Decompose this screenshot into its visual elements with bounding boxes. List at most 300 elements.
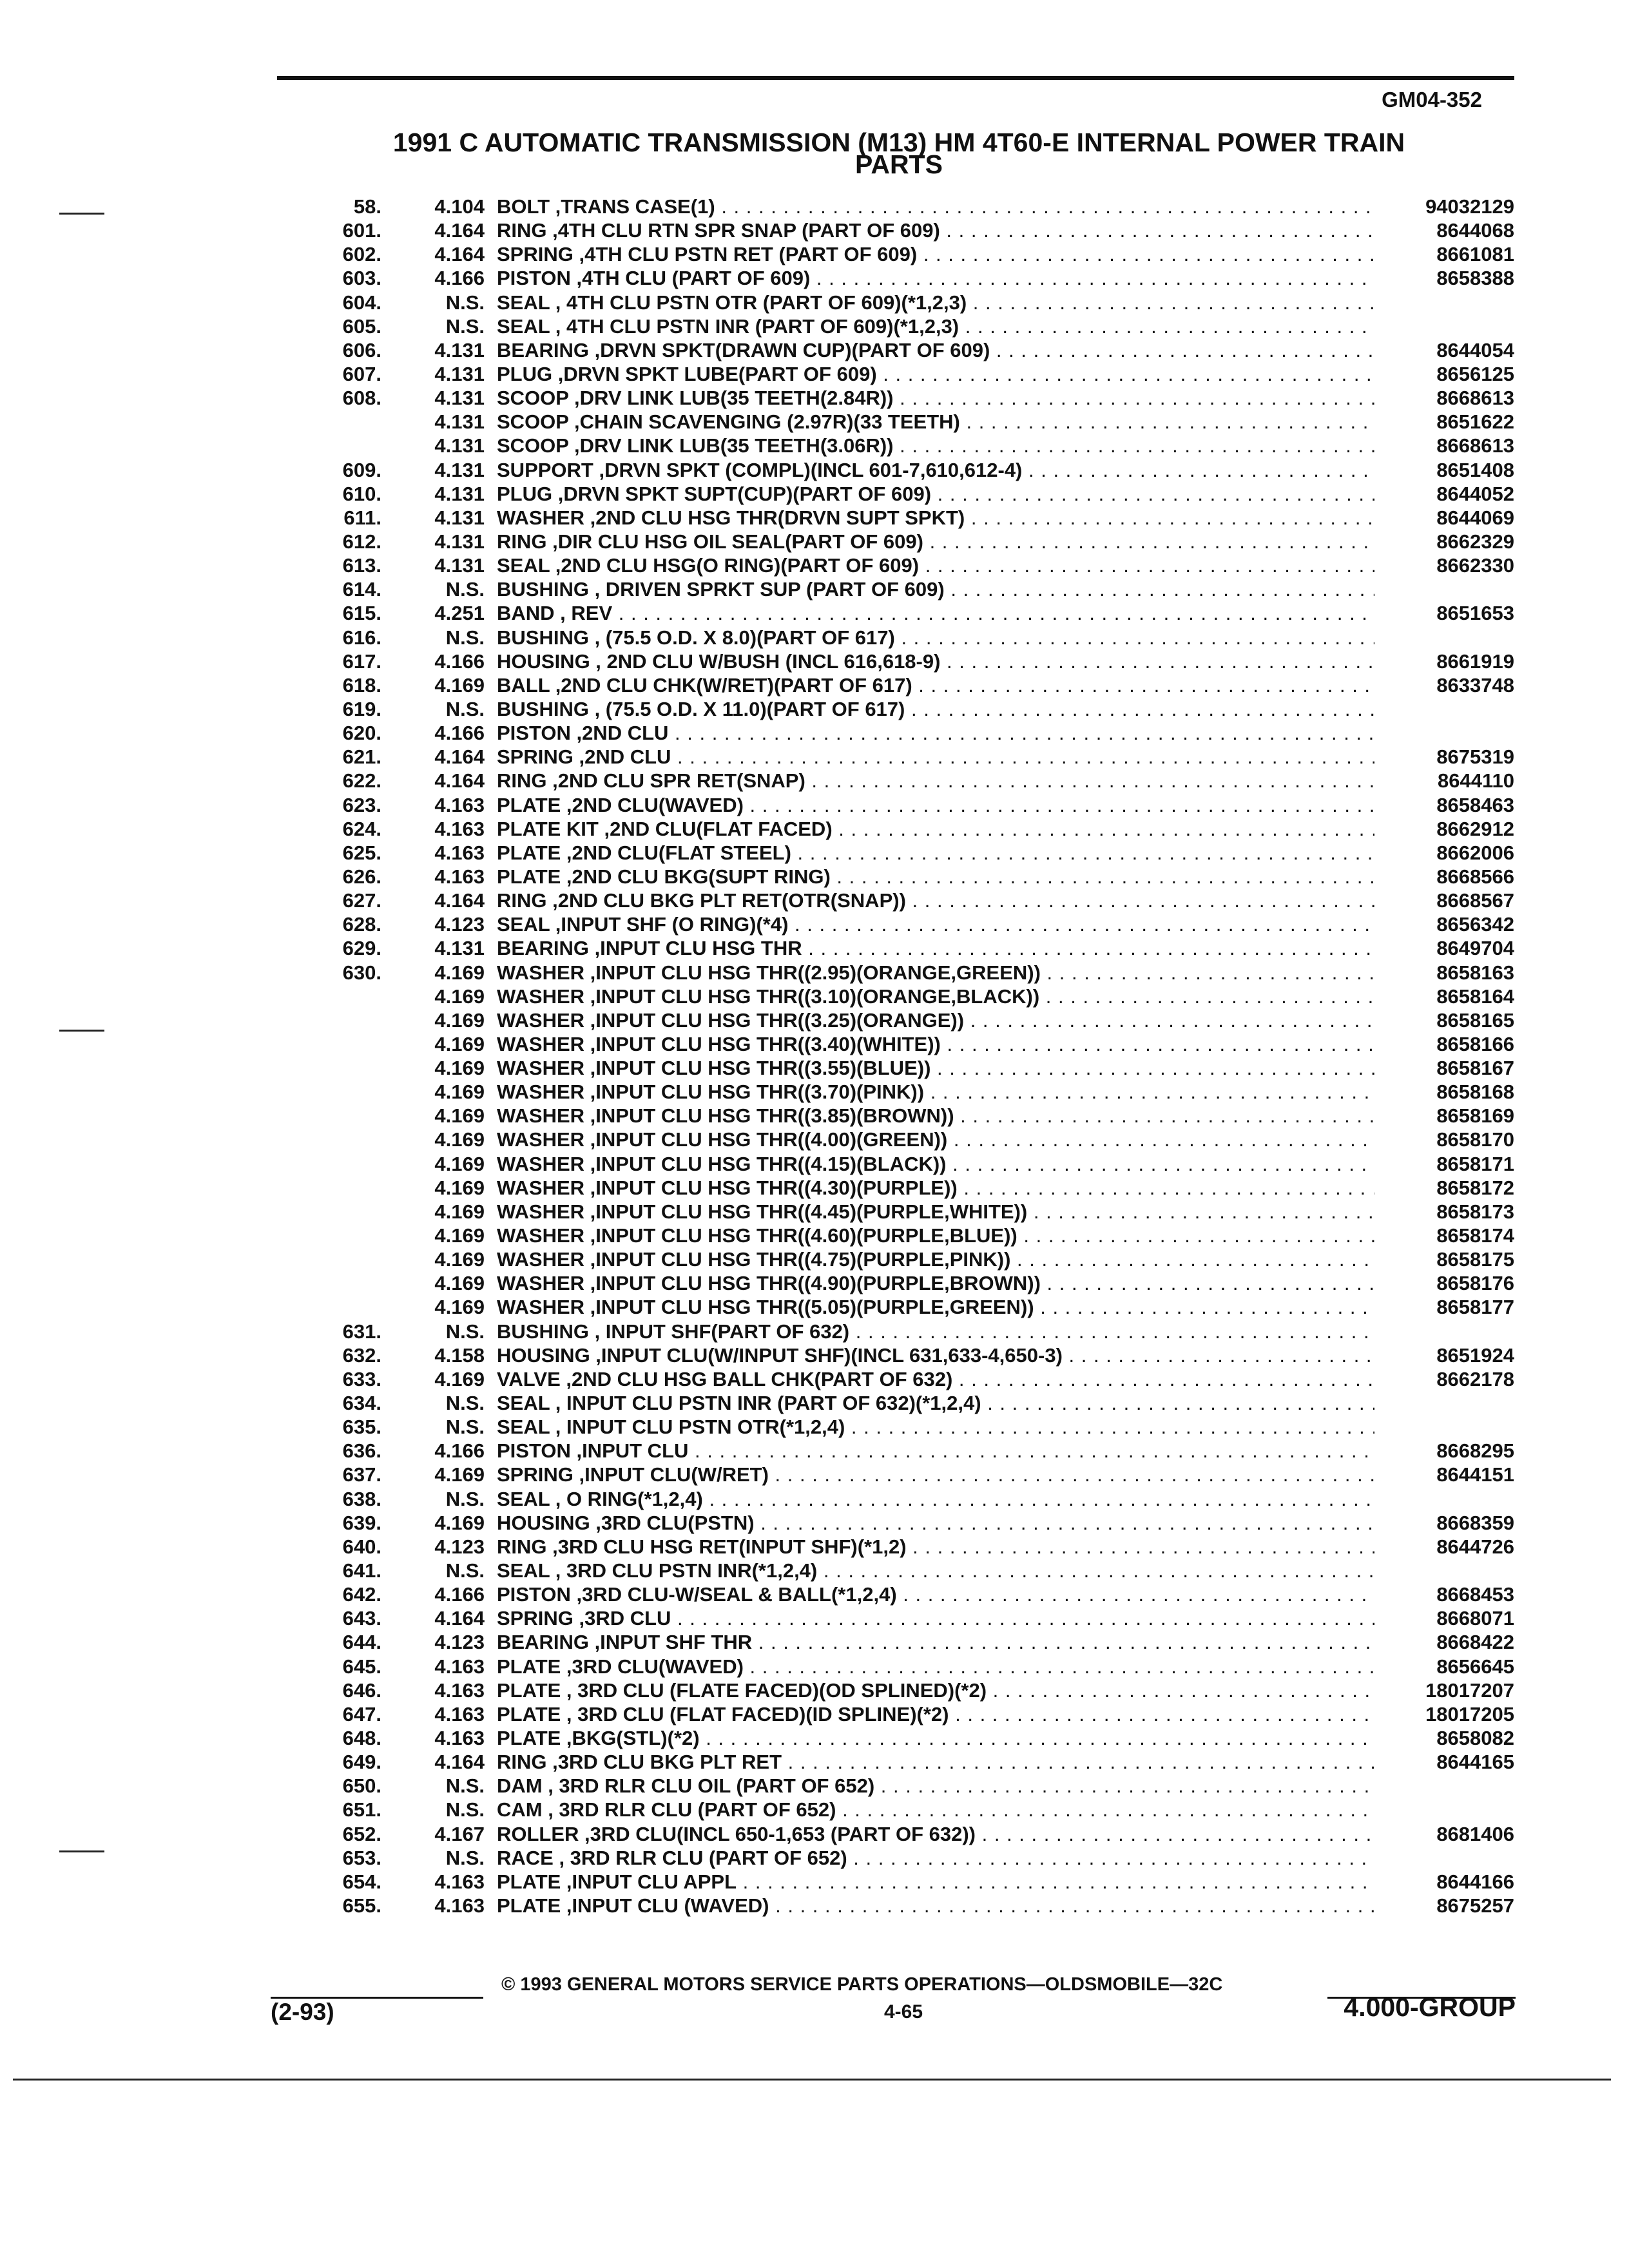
group-number: 4.131: [434, 434, 485, 457]
ref-number: 625.: [342, 841, 381, 864]
part-row: [0, 506, 1629, 530]
group-number: 4.131: [434, 338, 485, 361]
part-description: PLATE ,2ND CLU(FLAT STEEL) . . .: [497, 841, 1374, 865]
part-row: [0, 841, 1629, 865]
ref-number: 627.: [342, 889, 381, 912]
group-number: 4.104: [434, 195, 485, 218]
ref-number: 58.: [353, 195, 381, 218]
group-number: 4.163: [434, 793, 485, 816]
group-number: 4.169: [434, 673, 485, 697]
group-number: 4.131: [434, 387, 485, 410]
group-number: 4.166: [434, 722, 485, 745]
group-number: 4.123: [434, 913, 485, 936]
part-row: [0, 1630, 1629, 1654]
title-line-2: PARTS: [855, 149, 943, 179]
part-description: SPRING ,INPUT CLU(W/RET) . . .: [497, 1463, 1374, 1486]
part-description: VALVE ,2ND CLU HSG BALL CHK(PART OF 632) . . .: [497, 1367, 1374, 1391]
part-description: SEAL , 4TH CLU PSTN INR (PART OF 609)(*1,2,3) . . .: [497, 314, 1374, 338]
ref-number: 611.: [343, 506, 381, 529]
part-row: [0, 1535, 1629, 1559]
part-row: [0, 530, 1629, 553]
part-row: [0, 362, 1629, 386]
ref-number: 604.: [342, 291, 381, 314]
part-description: SEAL , 4TH CLU PSTN OTR (PART OF 609)(*1,2,3) . . .: [497, 291, 1374, 314]
part-number: 8656125: [1436, 362, 1514, 385]
part-description: WASHER ,INPUT CLU HSG THR((3.40)(WHITE)) . . .: [497, 1032, 1374, 1056]
part-row: [0, 1415, 1629, 1439]
page-title: [322, 128, 1476, 179]
part-number: 8662912: [1436, 817, 1514, 840]
part-row: [0, 338, 1629, 362]
ref-number: 630.: [342, 961, 381, 984]
part-description: SEAL , INPUT CLU PSTN OTR(*1,2,4) . . .: [497, 1415, 1374, 1439]
part-row: [0, 553, 1629, 577]
group-number: N.S.: [445, 626, 485, 649]
part-number: 8658463: [1436, 793, 1514, 816]
part-row: [0, 745, 1629, 769]
part-description: WASHER ,INPUT CLU HSG THR((2.95)(ORANGE,GREEN)) . . .: [497, 961, 1374, 985]
part-description: WASHER ,INPUT CLU HSG THR((4.15)(BLACK)) . . .: [497, 1152, 1374, 1176]
group-number: 4.169: [434, 1176, 485, 1199]
group-number: 4.169: [434, 1152, 485, 1175]
group-number: 4.169: [434, 1367, 485, 1390]
group-number: 4.131: [434, 530, 485, 553]
part-row: [0, 1032, 1629, 1056]
part-number: 8658169: [1436, 1104, 1514, 1128]
part-row: [0, 1391, 1629, 1415]
part-row: [0, 266, 1629, 290]
part-row: [0, 1128, 1629, 1151]
group-number: 4.169: [434, 1081, 485, 1104]
ref-number: 642.: [342, 1583, 381, 1606]
ref-number: 654.: [342, 1870, 381, 1893]
part-description: RING ,4TH CLU RTN SPR SNAP (PART OF 609) . . .: [497, 218, 1374, 242]
part-number: 8681406: [1436, 1822, 1514, 1845]
part-row: [0, 1487, 1629, 1511]
part-number: 8658174: [1436, 1224, 1514, 1247]
ref-number: 643.: [342, 1607, 381, 1630]
part-description: ROLLER ,3RD CLU(INCL 650-1,653 (PART OF 632)) . . .: [497, 1822, 1374, 1846]
part-number: 8661919: [1436, 649, 1514, 673]
ref-number: 609.: [342, 458, 381, 481]
ref-number: 610.: [342, 482, 381, 505]
group-number: 4.169: [434, 1463, 485, 1486]
part-number: 8658165: [1436, 1008, 1514, 1032]
ref-number: 616.: [342, 626, 381, 649]
group-number: 4.163: [434, 1702, 485, 1725]
ref-number: 640.: [342, 1535, 381, 1558]
part-row: [0, 218, 1629, 242]
part-row: [0, 242, 1629, 266]
part-description: PLATE ,2ND CLU(WAVED) . . .: [497, 793, 1374, 817]
group-number: N.S.: [445, 697, 485, 720]
group-number: N.S.: [445, 1487, 485, 1510]
part-number: 8644068: [1436, 219, 1514, 242]
part-description: BUSHING , (75.5 O.D. X 8.0)(PART OF 617) . . .: [497, 626, 1374, 649]
part-description: PISTON ,2ND CLU . . .: [497, 721, 1374, 745]
part-number: 8662330: [1436, 554, 1514, 577]
group-number: 4.163: [434, 1727, 485, 1749]
part-row: [0, 1846, 1629, 1870]
part-number: 8633748: [1436, 673, 1514, 697]
group-number: 4.163: [434, 817, 485, 840]
group-number: 4.131: [434, 506, 485, 529]
part-row: [0, 1750, 1629, 1774]
group-number: 4.166: [434, 649, 485, 673]
part-row: [0, 1582, 1629, 1606]
ref-number: 629.: [342, 937, 381, 960]
part-row: [0, 1726, 1629, 1750]
part-description: WASHER ,INPUT CLU HSG THR((4.45)(PURPLE,WHITE)) . . .: [497, 1200, 1374, 1224]
part-description: WASHER ,INPUT CLU HSG THR((3.10)(ORANGE,BLACK)) . . .: [497, 985, 1374, 1008]
part-row: [0, 817, 1629, 841]
ref-number: 631.: [342, 1320, 381, 1343]
part-row: [0, 1774, 1629, 1798]
part-number: 8658167: [1436, 1057, 1514, 1080]
part-number: 8658163: [1436, 961, 1514, 984]
part-description: WASHER ,INPUT CLU HSG THR((5.05)(PURPLE,GREEN)) . . .: [497, 1295, 1374, 1319]
part-description: WASHER ,INPUT CLU HSG THR((3.85)(BROWN)) . . .: [497, 1104, 1374, 1128]
part-row: [0, 1606, 1629, 1630]
title-line-1: 1991 C AUTOMATIC TRANSMISSION (M13) HM 4T60-E INTERNAL POWER TRAIN: [392, 128, 1405, 157]
group-number: 4.169: [434, 1296, 485, 1319]
group-number: 4.163: [434, 865, 485, 888]
part-row: [0, 291, 1629, 314]
part-row: [0, 673, 1629, 697]
group-number: N.S.: [445, 1416, 485, 1439]
ref-number: 633.: [342, 1367, 381, 1390]
part-description: SCOOP ,CHAIN SCAVENGING (2.97R)(33 TEETH) . . .: [497, 410, 1374, 434]
part-number: 18017205: [1425, 1702, 1514, 1725]
ref-number: 618.: [342, 673, 381, 697]
part-number: 8651924: [1436, 1343, 1514, 1367]
ref-number: 613.: [342, 554, 381, 577]
group-number: 4.169: [434, 985, 485, 1008]
group-number: 4.164: [434, 1751, 485, 1774]
group-number: 4.167: [434, 1822, 485, 1845]
part-row: [0, 195, 1629, 218]
group-number: 4.169: [434, 1248, 485, 1271]
part-description: PLATE ,3RD CLU(WAVED) . . .: [497, 1655, 1374, 1678]
bottom-rule: [13, 2079, 1611, 2081]
group-number: 4.123: [434, 1631, 485, 1654]
part-row: [0, 626, 1629, 649]
ref-number: 619.: [342, 697, 381, 720]
part-number: 8644151: [1436, 1463, 1514, 1486]
part-row: [0, 1295, 1629, 1319]
part-description: HOUSING ,3RD CLU(PSTN) . . .: [497, 1511, 1374, 1535]
part-description: BEARING ,INPUT CLU HSG THR . . .: [497, 936, 1374, 960]
ref-number: 603.: [342, 267, 381, 290]
ref-number: 645.: [342, 1655, 381, 1678]
part-description: BOLT ,TRANS CASE(1) . . .: [497, 195, 1374, 218]
part-row: [0, 1104, 1629, 1128]
part-row: [0, 1463, 1629, 1486]
group-number: 4.131: [434, 554, 485, 577]
ref-number: 605.: [342, 314, 381, 338]
group-number: N.S.: [445, 578, 485, 601]
part-description: WASHER ,INPUT CLU HSG THR((4.30)(PURPLE)) . . .: [497, 1176, 1374, 1200]
part-description: SEAL , 3RD CLU PSTN INR(*1,2,4) . . .: [497, 1559, 1374, 1582]
part-row: [0, 1702, 1629, 1726]
ref-number: 624.: [342, 817, 381, 840]
ref-number: 614.: [342, 578, 381, 601]
part-number: 8675257: [1436, 1894, 1514, 1917]
group-number: 4.164: [434, 243, 485, 266]
part-description: PLUG ,DRVN SPKT SUPT(CUP)(PART OF 609) . . .: [497, 482, 1374, 506]
part-number: 8668071: [1436, 1607, 1514, 1630]
group-number: 4.169: [434, 1008, 485, 1032]
part-row: [0, 1224, 1629, 1247]
part-number: 8675319: [1436, 745, 1514, 769]
ref-number: 628.: [342, 913, 381, 936]
part-row: [0, 1822, 1629, 1846]
part-description: PLUG ,DRVN SPKT LUBE(PART OF 609) . . .: [497, 362, 1374, 386]
part-number: 8668453: [1436, 1583, 1514, 1606]
part-number: 8658082: [1436, 1727, 1514, 1749]
part-description: SCOOP ,DRV LINK LUB(35 TEETH(2.84R)) . . .: [497, 386, 1374, 410]
ref-number: 652.: [342, 1822, 381, 1845]
part-description: PISTON ,3RD CLU-W/SEAL & BALL(*1,2,4) . . .: [497, 1582, 1374, 1606]
part-number: 8658176: [1436, 1272, 1514, 1295]
group-number: 4.131: [434, 410, 485, 434]
part-description: RING ,3RD CLU BKG PLT RET . . .: [497, 1750, 1374, 1774]
part-row: [0, 889, 1629, 912]
group-label: 4.000-GROUP: [1344, 1992, 1516, 2022]
part-number: 94032129: [1425, 195, 1514, 218]
group-number: 4.169: [434, 1272, 485, 1295]
ref-number: 650.: [342, 1774, 381, 1798]
ref-number: 615.: [342, 602, 381, 625]
group-number: 4.164: [434, 769, 485, 793]
ref-number: 649.: [342, 1751, 381, 1774]
part-description: WASHER ,INPUT CLU HSG THR((3.55)(BLUE)) . . .: [497, 1056, 1374, 1080]
ref-number: 634.: [342, 1392, 381, 1415]
part-row: [0, 434, 1629, 457]
group-number: 4.158: [434, 1343, 485, 1367]
group-number: N.S.: [445, 291, 485, 314]
ref-number: 632.: [342, 1343, 381, 1367]
part-number: 8658171: [1436, 1152, 1514, 1175]
part-row: [0, 721, 1629, 745]
group-number: N.S.: [445, 1559, 485, 1582]
group-number: 4.251: [434, 602, 485, 625]
ref-number: 651.: [342, 1798, 381, 1821]
part-description: BEARING ,INPUT SHF THR . . .: [497, 1630, 1374, 1654]
part-row: [0, 961, 1629, 985]
part-number: 8651408: [1436, 458, 1514, 481]
ref-number: 639.: [342, 1511, 381, 1534]
document-id: GM04-352: [1382, 88, 1482, 111]
group-number: 4.169: [434, 1200, 485, 1223]
part-number: 8651622: [1436, 410, 1514, 434]
group-number: 4.131: [434, 362, 485, 385]
part-description: BUSHING , DRIVEN SPRKT SUP (PART OF 609) . . .: [497, 577, 1374, 601]
group-number: 4.166: [434, 1439, 485, 1463]
copyright-notice: © 1993 GENERAL MOTORS SERVICE PARTS OPERATIONS—OLDSMOBILE—32C: [501, 1974, 1223, 1995]
part-row: [0, 1511, 1629, 1535]
part-row: [0, 697, 1629, 721]
parts-list: [0, 195, 1629, 1917]
part-row: [0, 985, 1629, 1008]
part-description: RING ,3RD CLU HSG RET(INPUT SHF)(*1,2) . . .: [497, 1535, 1374, 1559]
part-number: 18017207: [1425, 1678, 1514, 1702]
group-number: 4.169: [434, 1224, 485, 1247]
part-row: [0, 577, 1629, 601]
group-number: N.S.: [445, 1320, 485, 1343]
ref-number: 647.: [342, 1702, 381, 1725]
part-row: [0, 1152, 1629, 1176]
part-description: WASHER ,INPUT CLU HSG THR((4.60)(PURPLE,BLUE)) . . .: [497, 1224, 1374, 1247]
group-number: 4.163: [434, 1894, 485, 1917]
ref-number: 601.: [342, 219, 381, 242]
group-number: 4.164: [434, 745, 485, 769]
group-number: 4.131: [434, 458, 485, 481]
group-number: 4.131: [434, 937, 485, 960]
group-number: N.S.: [445, 1846, 485, 1869]
part-row: [0, 1176, 1629, 1200]
part-description: BUSHING , (75.5 O.D. X 11.0)(PART OF 617) . . .: [497, 697, 1374, 721]
part-description: RING ,2ND CLU SPR RET(SNAP) . . .: [497, 769, 1374, 793]
part-row: [0, 482, 1629, 506]
top-rule: [277, 76, 1514, 80]
ref-number: 602.: [342, 243, 381, 266]
part-description: BEARING ,DRVN SPKT(DRAWN CUP)(PART OF 609) . . .: [497, 338, 1374, 362]
ref-number: 635.: [342, 1416, 381, 1439]
ref-number: 623.: [342, 793, 381, 816]
part-number: 8668566: [1436, 865, 1514, 888]
part-number: 8656645: [1436, 1655, 1514, 1678]
ref-number: 626.: [342, 865, 381, 888]
part-description: PLATE KIT ,2ND CLU(FLAT FACED) . . .: [497, 817, 1374, 841]
ref-number: 621.: [342, 745, 381, 769]
ref-number: 608.: [342, 387, 381, 410]
part-number: 8658164: [1436, 985, 1514, 1008]
group-number: 4.169: [434, 1104, 485, 1128]
group-number: 4.166: [434, 267, 485, 290]
ref-number: 644.: [342, 1631, 381, 1654]
group-number: 4.164: [434, 1607, 485, 1630]
part-row: [0, 1320, 1629, 1343]
part-row: [0, 1870, 1629, 1894]
part-number: 8662178: [1436, 1367, 1514, 1390]
part-number: 8662329: [1436, 530, 1514, 553]
part-row: [0, 1247, 1629, 1271]
part-row: [0, 769, 1629, 793]
group-number: 4.169: [434, 961, 485, 984]
part-description: CAM , 3RD RLR CLU (PART OF 652) . . .: [497, 1798, 1374, 1821]
part-description: PISTON ,INPUT CLU . . .: [497, 1439, 1374, 1463]
part-description: DAM , 3RD RLR CLU OIL (PART OF 652) . . .: [497, 1774, 1374, 1798]
part-row: [0, 1271, 1629, 1295]
group-number: 4.169: [434, 1057, 485, 1080]
part-description: WASHER ,2ND CLU HSG THR(DRVN SUPT SPKT) . . .: [497, 506, 1374, 530]
part-description: PLATE ,INPUT CLU (WAVED) . . .: [497, 1894, 1374, 1917]
revision-date: (2-93): [271, 1999, 334, 2025]
ref-number: 636.: [342, 1439, 381, 1463]
part-number: 8658172: [1436, 1176, 1514, 1199]
group-number: 4.163: [434, 841, 485, 864]
ref-number: 648.: [342, 1727, 381, 1749]
ref-number: 655.: [342, 1894, 381, 1917]
ref-number: 620.: [342, 722, 381, 745]
group-number: N.S.: [445, 1798, 485, 1821]
part-description: SEAL , INPUT CLU PSTN INR (PART OF 632)(*1,2,4) . . .: [497, 1391, 1374, 1415]
part-description: HOUSING , 2ND CLU W/BUSH (INCL 616,618-9) . . .: [497, 649, 1374, 673]
part-description: WASHER ,INPUT CLU HSG THR((3.25)(ORANGE)) . . .: [497, 1008, 1374, 1032]
part-description: PLATE ,2ND CLU BKG(SUPT RING) . . .: [497, 865, 1374, 889]
part-description: RING ,DIR CLU HSG OIL SEAL(PART OF 609) . . .: [497, 530, 1374, 553]
part-row: [0, 458, 1629, 482]
group-number: 4.164: [434, 889, 485, 912]
part-row: [0, 601, 1629, 625]
part-number: 8658177: [1436, 1296, 1514, 1319]
part-description: WASHER ,INPUT CLU HSG THR((4.75)(PURPLE,PINK)) . . .: [497, 1247, 1374, 1271]
group-number: N.S.: [445, 314, 485, 338]
part-row: [0, 1559, 1629, 1582]
part-description: WASHER ,INPUT CLU HSG THR((3.70)(PINK)) . . .: [497, 1080, 1374, 1104]
part-number: 8644726: [1436, 1535, 1514, 1558]
part-number: 8649704: [1436, 937, 1514, 960]
ref-number: 606.: [342, 338, 381, 361]
ref-number: 637.: [342, 1463, 381, 1486]
group-number: 4.163: [434, 1678, 485, 1702]
part-row: [0, 410, 1629, 434]
group-number: 4.169: [434, 1128, 485, 1151]
part-row: [0, 649, 1629, 673]
part-description: PLATE ,BKG(STL)(*2) . . .: [497, 1726, 1374, 1750]
ref-number: 617.: [342, 649, 381, 673]
part-description: PISTON ,4TH CLU (PART OF 609) . . .: [497, 266, 1374, 290]
part-number: 8644165: [1436, 1751, 1514, 1774]
part-number: 8644054: [1436, 338, 1514, 361]
part-number: 8644110: [1438, 769, 1514, 793]
page-number: 4-65: [884, 2001, 923, 2023]
part-number: 8651653: [1436, 602, 1514, 625]
part-number: 8668295: [1436, 1439, 1514, 1463]
part-row: [0, 1080, 1629, 1104]
part-description: SCOOP ,DRV LINK LUB(35 TEETH(3.06R)) . . .: [497, 434, 1374, 457]
part-number: 8668613: [1436, 387, 1514, 410]
part-number: 8668567: [1436, 889, 1514, 912]
part-description: WASHER ,INPUT CLU HSG THR((4.00)(GREEN)) . . .: [497, 1128, 1374, 1151]
part-description: BUSHING , INPUT SHF(PART OF 632) . . .: [497, 1320, 1374, 1343]
group-number: 4.163: [434, 1655, 485, 1678]
group-number: 4.169: [434, 1511, 485, 1534]
part-description: BAND , REV . . .: [497, 601, 1374, 625]
part-number: 8656342: [1436, 913, 1514, 936]
part-description: RING ,2ND CLU BKG PLT RET(OTR(SNAP)) . . .: [497, 889, 1374, 912]
part-row: [0, 1008, 1629, 1032]
part-description: PLATE , 3RD CLU (FLAT FACED)(ID SPLINE)(*2) . . .: [497, 1702, 1374, 1726]
ref-number: 653.: [342, 1846, 381, 1869]
part-number: 8658175: [1436, 1248, 1514, 1271]
part-description: WASHER ,INPUT CLU HSG THR((4.90)(PURPLE,BROWN)) . . .: [497, 1271, 1374, 1295]
part-number: 8658170: [1436, 1128, 1514, 1151]
part-description: SPRING ,3RD CLU . . .: [497, 1606, 1374, 1630]
part-number: 8668422: [1436, 1631, 1514, 1654]
group-number: N.S.: [445, 1392, 485, 1415]
part-description: SUPPORT ,DRVN SPKT (COMPL)(INCL 601-7,610,612-4) . . .: [497, 458, 1374, 482]
ref-number: 622.: [342, 769, 381, 793]
part-row: [0, 1367, 1629, 1391]
part-number: 8668359: [1436, 1511, 1514, 1534]
part-number: 8662006: [1436, 841, 1514, 864]
part-number: 8661081: [1436, 243, 1514, 266]
ref-number: 638.: [342, 1487, 381, 1510]
part-description: PLATE ,INPUT CLU APPL . . .: [497, 1870, 1374, 1894]
part-row: [0, 936, 1629, 960]
